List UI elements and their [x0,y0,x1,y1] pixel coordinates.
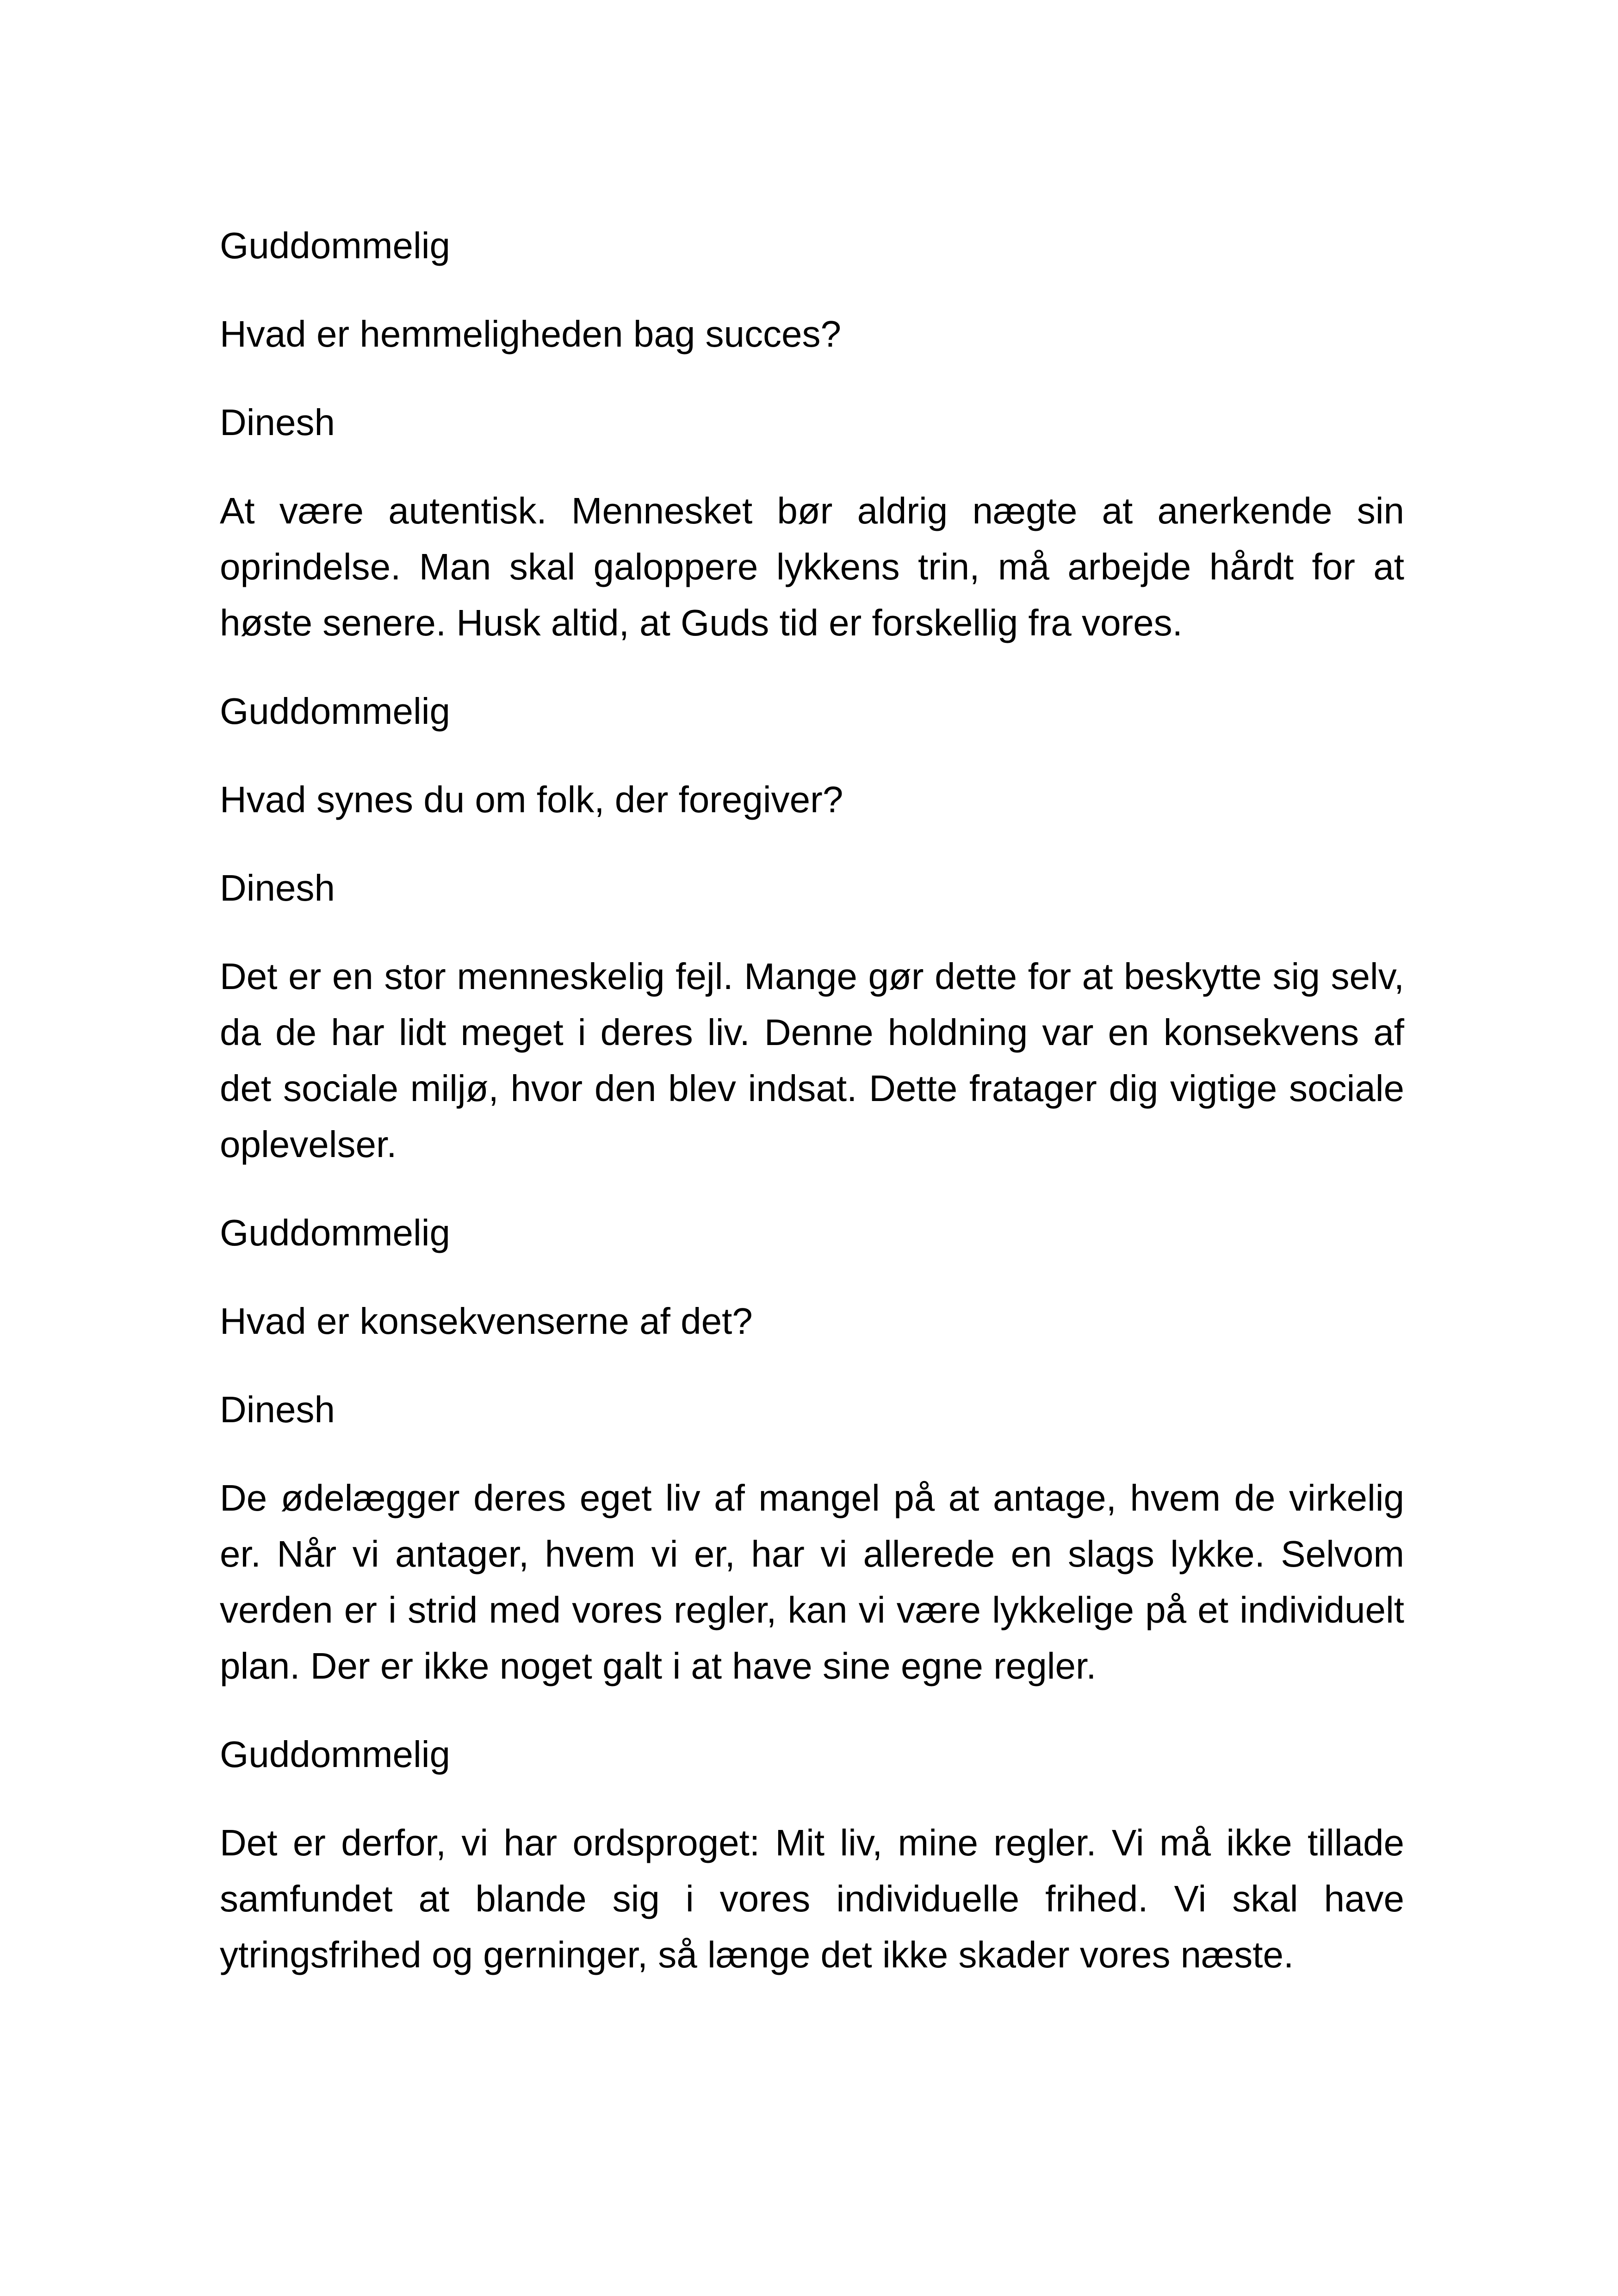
dialogue-line: Hvad synes du om folk, der foregiver? [220,779,843,820]
speaker-name: Guddommelig [220,691,451,732]
document-body [220,218,1404,2015]
dialogue-line: Hvad er konsekvenserne af det? [220,1300,753,1342]
speaker-name: Dinesh [220,402,335,443]
dialogue-paragraph: Det er en stor menneskelig fejl. Mange gør dette for at beskytte sig selv, da de har lidt meget i deres liv. Denne holdning var en konsekvens af det sociale miljø, hvor den blev indsat. Dette fratager dig vigtige sociale oplevelser. [220,956,1404,1165]
dialogue-paragraph: At være autentisk. Mennesket bør aldrig nægte at anerkende sin oprindelse. Man skal galoppere lykkens trin, må arbejde hårdt for at høste senere. Husk altid, at Guds tid er forskellig fra vores. [220,490,1404,643]
speaker-name: Guddommelig [220,1212,451,1253]
dialogue-paragraph: De ødelægger deres eget liv af mangel på at antage, hvem de virkelig er. Når vi antager, hvem vi er, har vi allerede en slags lykke. Selvom verden er i strid med vores regler, kan vi være lykkelige på et individuelt plan. Der er ikke noget galt i at have sine egne regler. [220,1477,1404,1686]
speaker-name: Guddommelig [220,225,451,266]
dialogue-paragraph: Det er derfor, vi har ordsproget: Mit liv, mine regler. Vi må ikke tillade samfundet at blande sig i vores individuelle frihed. Vi skal have ytringsfrihed og gerninger, så længe det ikke skader vores næste. [220,1822,1404,1975]
speaker-name: Dinesh [220,1389,335,1430]
dialogue-line: Hvad er hemmeligheden bag succes? [220,313,842,355]
speaker-name: Guddommelig [220,1734,451,1775]
speaker-name: Dinesh [220,867,335,908]
